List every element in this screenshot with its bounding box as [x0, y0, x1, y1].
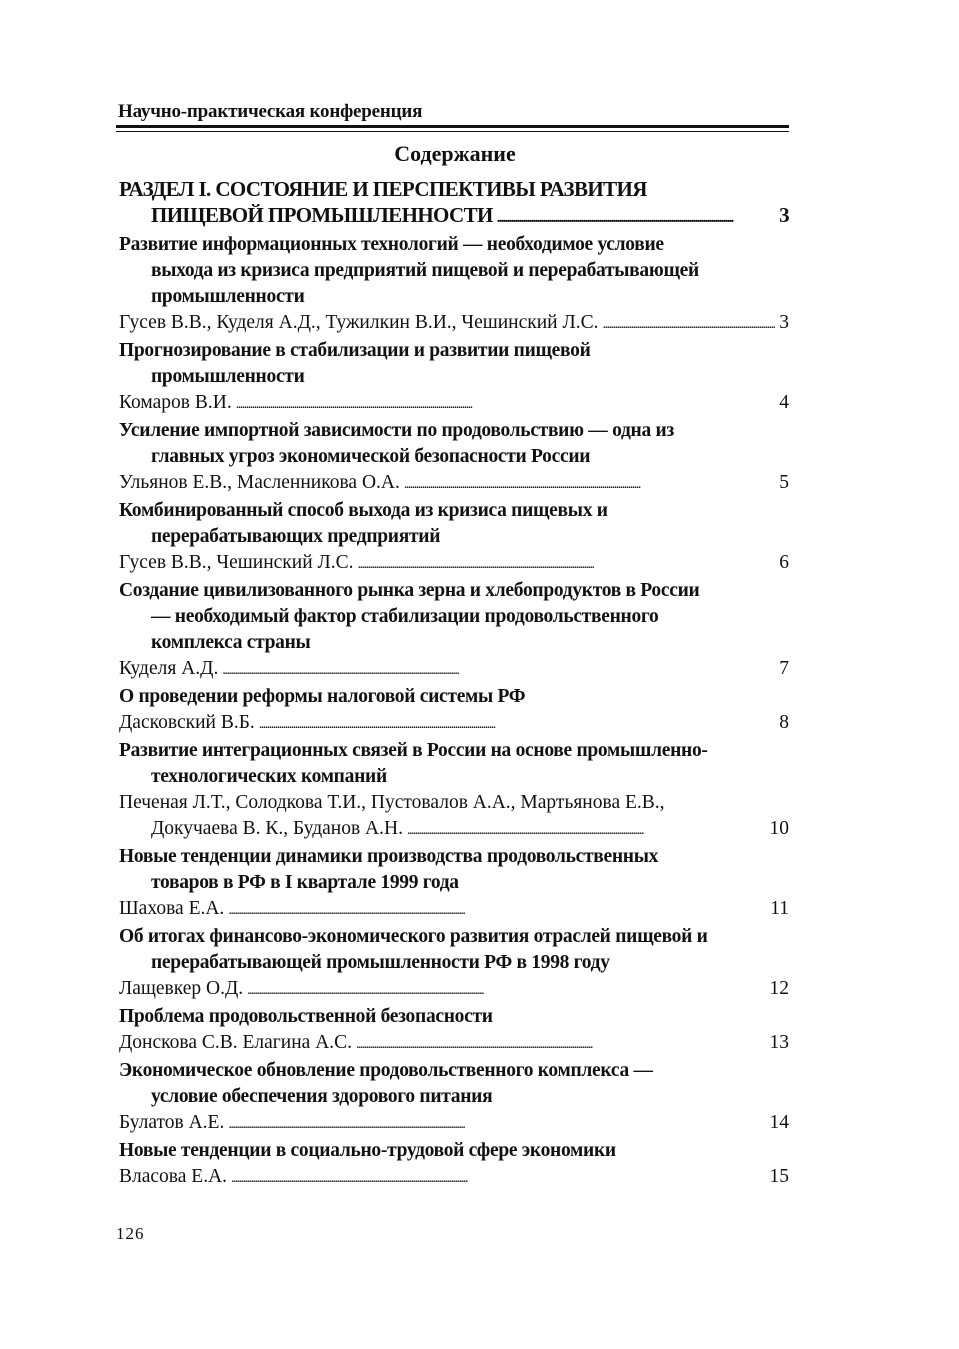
entry-author-leader — [119, 1030, 789, 1058]
page-number: 14 — [769, 1112, 789, 1133]
toc-entry — [119, 1004, 789, 1058]
section-heading-line: ПИЩЕВОЙ ПРОМЫШЛЕННОСТИ — [151, 203, 493, 227]
entry-title-line: промышленности — [151, 286, 305, 307]
entry-title-line: Новые тенденции в социально-трудовой сфере экономики — [119, 1140, 616, 1161]
entry-title-line: технологических компаний — [151, 766, 387, 787]
toc-entry — [119, 1138, 789, 1192]
running-head: Научно-практическая конференция — [118, 101, 423, 122]
entry-authors: Куделя А.Д. — [119, 658, 219, 679]
entry-authors: Лащевкер О.Д. — [119, 978, 244, 999]
entry-author-leader — [119, 896, 789, 924]
entry-authors: Донскова С.В. Елагина А.С. — [119, 1032, 353, 1053]
entry-author-leader — [119, 390, 789, 418]
page-number: 13 — [769, 1032, 789, 1053]
toc-entry — [119, 844, 789, 924]
page-number: 8 — [779, 712, 789, 733]
entry-authors: Булатов А.Е. — [119, 1112, 225, 1133]
entry-title-line: Новые тенденции динамики производства продовольственных — [119, 846, 659, 867]
entry-title-line: товаров в РФ в I квартале 1999 года — [151, 872, 459, 893]
page-folio: 126 — [116, 1224, 145, 1243]
entry-title-line: Проблема продовольственной безопасности — [119, 1006, 493, 1027]
toc-entry — [119, 498, 789, 578]
page-number: 12 — [769, 978, 789, 999]
page-number: 3 — [779, 312, 789, 333]
entry-title-line: Прогнозирование в стабилизации и развитии пищевой — [119, 340, 591, 361]
entry-authors: Печеная Л.Т., Солодкова Т.И., Пустовалов А.А., Мартьянова Е.В., — [119, 792, 665, 813]
dot-leader — [602, 310, 775, 338]
toc-entry — [119, 1058, 789, 1138]
dot-leader — [497, 202, 775, 232]
entry-author-leader — [119, 310, 789, 338]
page-number: 5 — [779, 472, 789, 493]
page-number: 6 — [779, 552, 789, 573]
toc-entry — [119, 232, 789, 338]
page-number: 11 — [770, 898, 789, 919]
page-number: 15 — [769, 1166, 789, 1187]
dot-leader — [404, 470, 775, 498]
entry-title-line: — необходимый фактор стабилизации продовольственного — [151, 606, 659, 627]
header-rule-thin — [116, 131, 789, 132]
entry-title-line: Усиление импортной зависимости по продовольствию — одна из — [119, 420, 674, 441]
entry-author-leader — [119, 710, 789, 738]
dot-leader — [356, 1030, 765, 1058]
dot-leader — [236, 390, 776, 418]
dot-leader — [358, 550, 776, 578]
dot-leader — [222, 656, 775, 684]
entry-title-line: Создание цивилизованного рынка зерна и хлебопродуктов в России — [119, 580, 700, 601]
entry-title-line: выхода из кризиса предприятий пищевой и перерабатывающей — [151, 260, 699, 281]
dot-leader — [259, 710, 775, 738]
entry-title-line: Комбинированный способ выхода из кризиса пищевых и — [119, 500, 608, 521]
dot-leader — [247, 976, 765, 1004]
entry-title-line: промышленности — [151, 366, 305, 387]
dot-leader — [228, 1110, 765, 1138]
table-of-contents — [119, 176, 789, 1192]
entry-author-leader — [119, 1110, 789, 1138]
entry-authors: Власова Е.А. — [119, 1166, 228, 1187]
dot-leader — [231, 1164, 765, 1192]
page-number: 4 — [779, 392, 789, 413]
page-number: 3 — [779, 203, 789, 227]
entry-authors: Дасковский В.Б. — [119, 712, 255, 733]
entry-author-leader — [119, 656, 789, 684]
entry-author-leader — [119, 976, 789, 1004]
entry-title-line: Развитие информационных технологий — необходимое условие — [119, 234, 664, 255]
toc-entry — [119, 338, 789, 418]
entry-authors: Гусев В.В., Чешинский Л.С. — [119, 552, 354, 573]
entry-title-line: Об итогах финансово-экономического развития отраслей пищевой и — [119, 926, 708, 947]
entry-title-line: главных угроз экономической безопасности России — [151, 446, 591, 467]
dot-leader — [407, 816, 766, 844]
section-heading — [119, 176, 789, 232]
toc-title: Содержание — [394, 141, 516, 166]
toc-entry — [119, 578, 789, 684]
header-rule — [116, 125, 789, 128]
toc-entry — [119, 684, 789, 738]
entry-title-line: Развитие интеграционных связей в России на основе промышленно- — [119, 740, 708, 761]
toc-entry — [119, 924, 789, 1004]
entry-title-line: комплекса страны — [151, 632, 311, 653]
entry-authors: Докучаева В. К., Буданов А.Н. — [151, 818, 403, 839]
entry-authors: Комаров В.И. — [119, 392, 232, 413]
entry-author-leader — [119, 470, 789, 498]
entry-authors: Ульянов Е.В., Масленникова О.А. — [119, 472, 400, 493]
toc-entry — [119, 418, 789, 498]
entry-authors: Шахова Е.А. — [119, 898, 225, 919]
entry-title-line: Экономическое обновление продовольственного комплекса — — [119, 1060, 653, 1081]
dot-leader — [228, 896, 766, 924]
entry-title-line: перерабатывающей промышленности РФ в 1998 году — [151, 952, 610, 973]
entry-author-leader — [119, 1164, 789, 1192]
section-heading-leader — [119, 202, 789, 232]
entry-title-line: условие обеспечения здорового питания — [151, 1086, 493, 1107]
entry-author-leader — [119, 816, 789, 844]
toc-entry — [119, 738, 789, 844]
page-number: 7 — [779, 658, 789, 679]
entry-author-leader — [119, 550, 789, 578]
entry-title-line: перерабатывающих предприятий — [151, 526, 441, 547]
page-number: 10 — [769, 818, 789, 839]
section-heading-line: РАЗДЕЛ I. СОСТОЯНИЕ И ПЕРСПЕКТИВЫ РАЗВИТИЯ — [119, 177, 647, 201]
entry-authors: Гусев В.В., Куделя А.Д., Тужилкин В.И., Чешинский Л.С. — [119, 312, 599, 333]
entry-title-line: О проведении реформы налоговой системы РФ — [119, 686, 526, 707]
toc-entries — [119, 232, 789, 1192]
